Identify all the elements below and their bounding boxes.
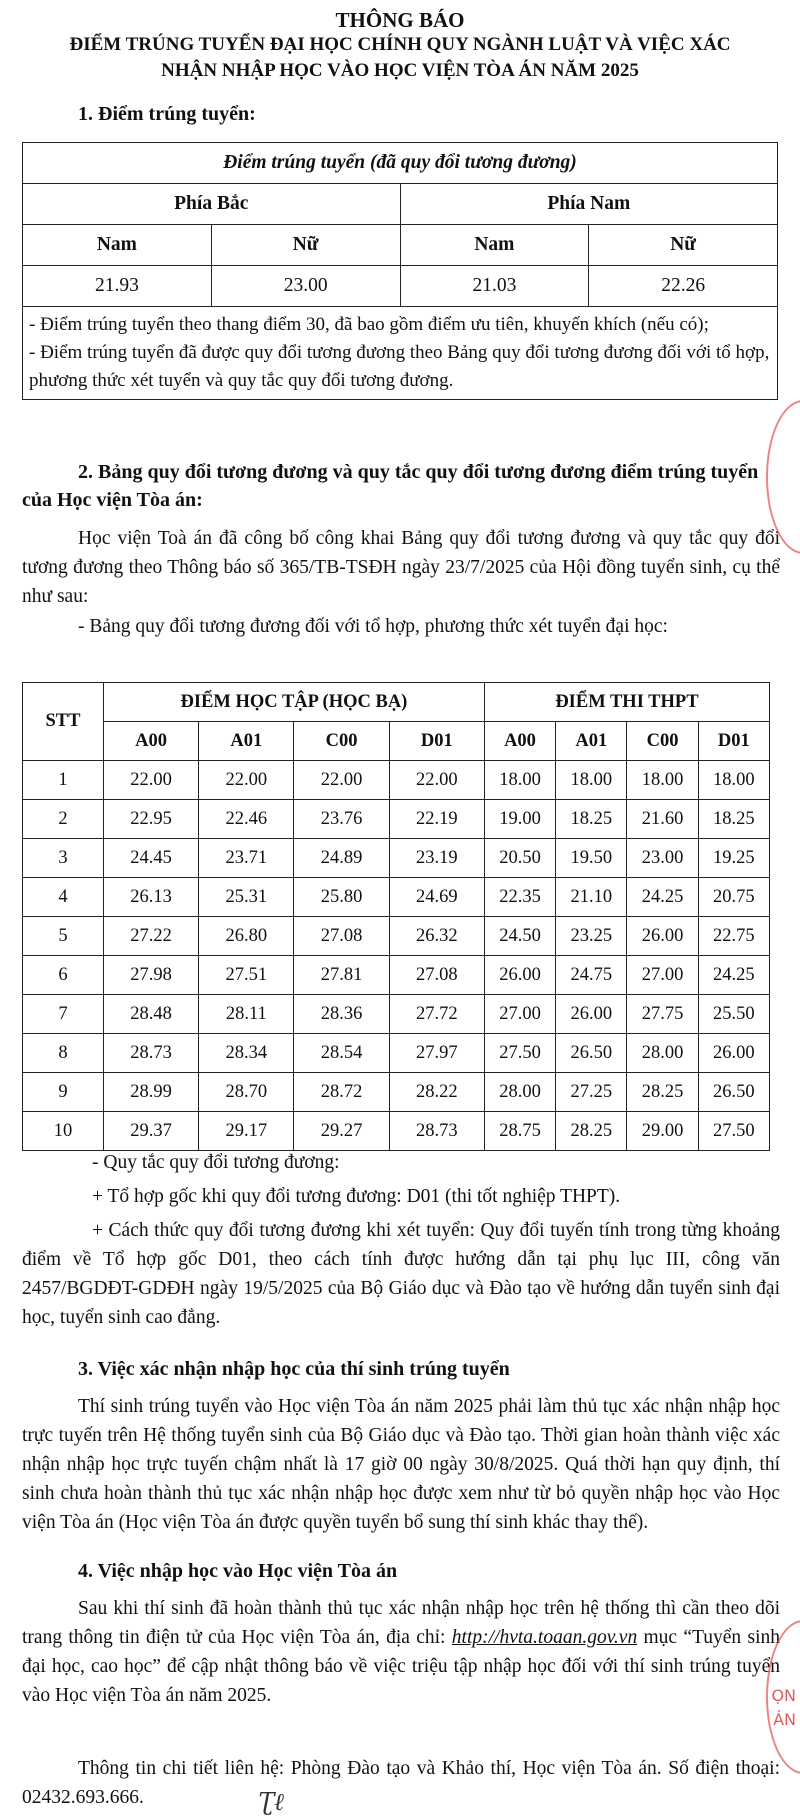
conversion-score-cell: 27.98: [104, 956, 199, 995]
conversion-score-cell: 28.00: [627, 1034, 698, 1073]
table-row: [23, 878, 770, 917]
conversion-score-cell: 19.25: [698, 839, 769, 878]
conversion-score-cell: 27.50: [698, 1112, 769, 1151]
row-index-cell: 7: [23, 995, 104, 1034]
conversion-score-cell: 28.25: [627, 1073, 698, 1112]
row-index-cell: 6: [23, 956, 104, 995]
row-index-cell: 1: [23, 761, 104, 800]
conversion-score-cell: 26.32: [389, 917, 484, 956]
conversion-score-cell: 21.10: [556, 878, 627, 917]
combination-col-header: D01: [698, 722, 769, 761]
conversion-score-cell: 24.75: [556, 956, 627, 995]
conversion-score-cell: 18.00: [627, 761, 698, 800]
conversion-score-cell: 23.19: [389, 839, 484, 878]
conversion-score-cell: 26.80: [199, 917, 294, 956]
conversion-score-cell: 28.99: [104, 1073, 199, 1112]
conversion-score-cell: 24.69: [389, 878, 484, 917]
row-index-cell: 9: [23, 1073, 104, 1112]
notice-subtitle-line1: ĐIỂM TRÚNG TUYỂN ĐẠI HỌC CHÍNH QUY NGÀNH LUẬT VÀ VIỆC XÁC: [69, 34, 731, 55]
conversion-score-cell: 24.25: [627, 878, 698, 917]
conversion-score-cell: 22.19: [389, 800, 484, 839]
conversion-score-cell: 23.76: [294, 800, 389, 839]
conversion-score-cell: 21.60: [627, 800, 698, 839]
stamp-text-bottom: ÁN: [773, 1710, 796, 1729]
conversion-score-cell: 26.13: [104, 878, 199, 917]
row-index-cell: 8: [23, 1034, 104, 1073]
score-note-2: - Điểm trúng tuyển đã được quy đổi tương đương theo Bảng quy đổi tương đương đối với tổ hợp, phương thức xét tuyển và quy tắc quy đổi tương đương.: [29, 342, 770, 391]
conversion-column-headers: [23, 722, 770, 761]
score-cell: 22.26: [589, 266, 778, 307]
row-index-cell: 3: [23, 839, 104, 878]
conversion-score-cell: 22.00: [199, 761, 294, 800]
row-index-cell: 2: [23, 800, 104, 839]
section3-heading: 3. Việc xác nhận nhập học của thí sinh trúng tuyển: [78, 1358, 510, 1380]
score-table-caption: Điểm trúng tuyển (đã quy đổi tương đương): [23, 143, 778, 184]
combination-col-header: A00: [104, 722, 199, 761]
conversion-score-cell: 27.51: [199, 956, 294, 995]
table-row: [23, 1034, 770, 1073]
conversion-score-cell: 20.75: [698, 878, 769, 917]
conversion-score-cell: 28.11: [199, 995, 294, 1034]
conversion-score-cell: 29.17: [199, 1112, 294, 1151]
gender-header: Nam: [23, 225, 212, 266]
conversion-score-cell: 25.31: [199, 878, 294, 917]
conversion-score-cell: 26.00: [484, 956, 555, 995]
conversion-table-intro: - Bảng quy đổi tương đương đối với tổ hợp, phương thức xét tuyển đại học:: [78, 616, 668, 637]
conversion-score-cell: 22.95: [104, 800, 199, 839]
conversion-score-cell: 27.81: [294, 956, 389, 995]
conversion-score-cell: 24.45: [104, 839, 199, 878]
rule-label: - Quy tắc quy đổi tương đương:: [92, 1152, 340, 1173]
conversion-score-cell: 22.00: [389, 761, 484, 800]
conversion-score-cell: 28.25: [556, 1112, 627, 1151]
conversion-score-cell: 29.00: [627, 1112, 698, 1151]
table-row: [23, 839, 770, 878]
conversion-score-cell: 24.25: [698, 956, 769, 995]
conversion-score-cell: 18.25: [698, 800, 769, 839]
conversion-score-cell: 22.46: [199, 800, 294, 839]
conversion-score-cell: 26.50: [556, 1034, 627, 1073]
section3-body: Thí sinh trúng tuyển vào Học viện Tòa án năm 2025 phải làm thủ tục xác nhận nhập học trực tuyến trên Hệ thống tuyển sinh của Bộ Giáo dục và Đào tạo. Thời gian hoàn thành việc xác nhận nhập học trực tuyến chậm nhất là 17 giờ 00 ngày 30/8/2025. Quá thời hạn quy định, thí sinh chưa hoàn thành thủ tục xác nhận nhập học được xem như từ bỏ quyền nhập học vào Học viện Tòa án (Học viện Tòa án được quyền tuyển bổ sung thí sinh khác thay thế).: [22, 1396, 780, 1533]
rule-2: + Cách thức quy đổi tương đương khi xét tuyển: Quy đổi tuyến tính trong từng khoảng điểm về Tổ hợp gốc D01, theo cách tính được hướng dẫn tại phụ lục III, công văn 2457/BGDĐT-GDĐH ngày 19/5/2025 của Bộ Giáo dục và Đào tạo về hướng dẫn tuyển sinh đại học, tuyển sinh cao đẳng.: [22, 1220, 780, 1328]
conversion-score-cell: 18.00: [556, 761, 627, 800]
admission-score-table: [22, 142, 778, 400]
conversion-score-cell: 28.22: [389, 1073, 484, 1112]
score-note-1: - Điểm trúng tuyển theo thang điểm 30, đã bao gồm điểm ưu tiên, khuyến khích (nếu có);: [29, 314, 709, 335]
conversion-score-cell: 26.00: [698, 1034, 769, 1073]
conversion-score-cell: 27.97: [389, 1034, 484, 1073]
table-row: [23, 917, 770, 956]
table-row: [23, 1112, 770, 1151]
conversion-score-cell: 28.36: [294, 995, 389, 1034]
conversion-score-cell: 27.08: [389, 956, 484, 995]
conversion-score-cell: 19.00: [484, 800, 555, 839]
conversion-score-cell: 28.70: [199, 1073, 294, 1112]
conversion-score-cell: 26.00: [627, 917, 698, 956]
notice-subtitle-line2: NHẬN NHẬP HỌC VÀO HỌC VIỆN TÒA ÁN NĂM 2025: [161, 60, 639, 81]
table-row: [23, 956, 770, 995]
conversion-score-cell: 27.00: [627, 956, 698, 995]
section2-intro: Học viện Toà án đã công bố công khai Bảng quy đổi tương đương và quy tắc quy đổi tương đương theo Thông báo số 365/TB-TSĐH ngày 23/7/2025 của Hội đồng tuyển sinh, cụ thể như sau:: [22, 528, 780, 607]
table-row: [23, 761, 770, 800]
contact-info: Thông tin chi tiết liên hệ: Phòng Đào tạo và Khảo thí, Học viện Tòa án. Số điện thoại: 02432.693.666.: [22, 1758, 780, 1808]
conversion-score-cell: 28.34: [199, 1034, 294, 1073]
score-cell: 23.00: [211, 266, 400, 307]
table-row: [23, 800, 770, 839]
section4-heading: 4. Việc nhập học vào Học viện Tòa án: [78, 1560, 398, 1582]
row-index-cell: 4: [23, 878, 104, 917]
conversion-score-cell: 23.00: [627, 839, 698, 878]
website-link[interactable]: http://hvta.toaan.gov.vn: [451, 1627, 638, 1648]
region-north: Phía Bắc: [23, 184, 401, 225]
conversion-score-cell: 27.08: [294, 917, 389, 956]
row-index-cell: 10: [23, 1112, 104, 1151]
conversion-score-cell: 27.75: [627, 995, 698, 1034]
conversion-score-cell: 24.89: [294, 839, 389, 878]
conversion-score-cell: 23.71: [199, 839, 294, 878]
conversion-score-cell: 28.73: [104, 1034, 199, 1073]
conversion-table: [22, 682, 770, 1151]
region-south: Phía Nam: [400, 184, 778, 225]
section4-body-end: mục “Tuyển sinh đại học, cao học” để cập nhật thông báo về việc triệu tập nhập học đối với thí sinh trúng tuyển vào Học viện Tòa án năm 2025.: [22, 1627, 780, 1706]
exam-score-header: ĐIỂM THI THPT: [484, 683, 769, 722]
conversion-score-cell: 19.50: [556, 839, 627, 878]
conversion-score-cell: 23.25: [556, 917, 627, 956]
conversion-score-cell: 28.72: [294, 1073, 389, 1112]
gender-header: Nam: [400, 225, 589, 266]
conversion-score-cell: 29.37: [104, 1112, 199, 1151]
combination-col-header: C00: [294, 722, 389, 761]
conversion-score-cell: 28.48: [104, 995, 199, 1034]
section2-heading: 2. Bảng quy đổi tương đương và quy tắc quy đổi tương đương điểm trúng tuyển của Học viện Tòa án:: [22, 461, 759, 511]
conversion-score-cell: 25.80: [294, 878, 389, 917]
conversion-score-cell: 22.00: [104, 761, 199, 800]
conversion-score-cell: 18.25: [556, 800, 627, 839]
conversion-score-cell: 18.00: [698, 761, 769, 800]
conversion-score-cell: 26.00: [556, 995, 627, 1034]
conversion-score-cell: 20.50: [484, 839, 555, 878]
conversion-score-cell: 18.00: [484, 761, 555, 800]
table-row: [23, 995, 770, 1034]
combination-col-header: A01: [199, 722, 294, 761]
stt-header: STT: [23, 683, 104, 761]
combination-col-header: A01: [556, 722, 627, 761]
section4-body: [22, 1594, 780, 1710]
conversion-score-cell: 25.50: [698, 995, 769, 1034]
conversion-score-cell: 24.50: [484, 917, 555, 956]
conversion-score-cell: 28.54: [294, 1034, 389, 1073]
table-row: [23, 1073, 770, 1112]
signature-mark: Ʈ͏ℓ: [258, 1788, 285, 1816]
conversion-score-cell: 26.50: [698, 1073, 769, 1112]
gender-header: Nữ: [589, 225, 778, 266]
combination-col-header: A00: [484, 722, 555, 761]
conversion-score-cell: 27.00: [484, 995, 555, 1034]
conversion-score-cell: 29.27: [294, 1112, 389, 1151]
conversion-score-cell: 28.73: [389, 1112, 484, 1151]
section4-body-start: Sau khi thí sinh đã hoàn thành thủ tục xác nhận nhập học trên hệ thống thì cần theo dõi trang thông tin điện tử của Học viện Tòa án, địa chỉ:: [22, 1598, 780, 1648]
rule-1: + Tổ hợp gốc khi quy đổi tương đương: D01 (thi tốt nghiệp THPT).: [92, 1186, 621, 1207]
conversion-score-cell: 22.00: [294, 761, 389, 800]
conversion-score-cell: 27.50: [484, 1034, 555, 1073]
gender-header: Nữ: [211, 225, 400, 266]
combination-col-header: C00: [627, 722, 698, 761]
row-index-cell: 5: [23, 917, 104, 956]
conversion-score-cell: 22.75: [698, 917, 769, 956]
conversion-score-cell: 27.22: [104, 917, 199, 956]
transcript-score-header: ĐIỂM HỌC TẬP (HỌC BẠ): [104, 683, 485, 722]
conversion-score-cell: 28.75: [484, 1112, 555, 1151]
conversion-score-cell: 22.35: [484, 878, 555, 917]
score-cell: 21.93: [23, 266, 212, 307]
score-cell: 21.03: [400, 266, 589, 307]
combination-col-header: D01: [389, 722, 484, 761]
conversion-score-cell: 28.00: [484, 1073, 555, 1112]
section1-heading: 1. Điểm trúng tuyển:: [78, 103, 256, 125]
stamp-text-top: ỌN: [771, 1686, 796, 1705]
conversion-score-cell: 27.72: [389, 995, 484, 1034]
score-notes: [23, 307, 778, 400]
notice-title: THÔNG BÁO: [335, 8, 465, 32]
conversion-score-cell: 27.25: [556, 1073, 627, 1112]
